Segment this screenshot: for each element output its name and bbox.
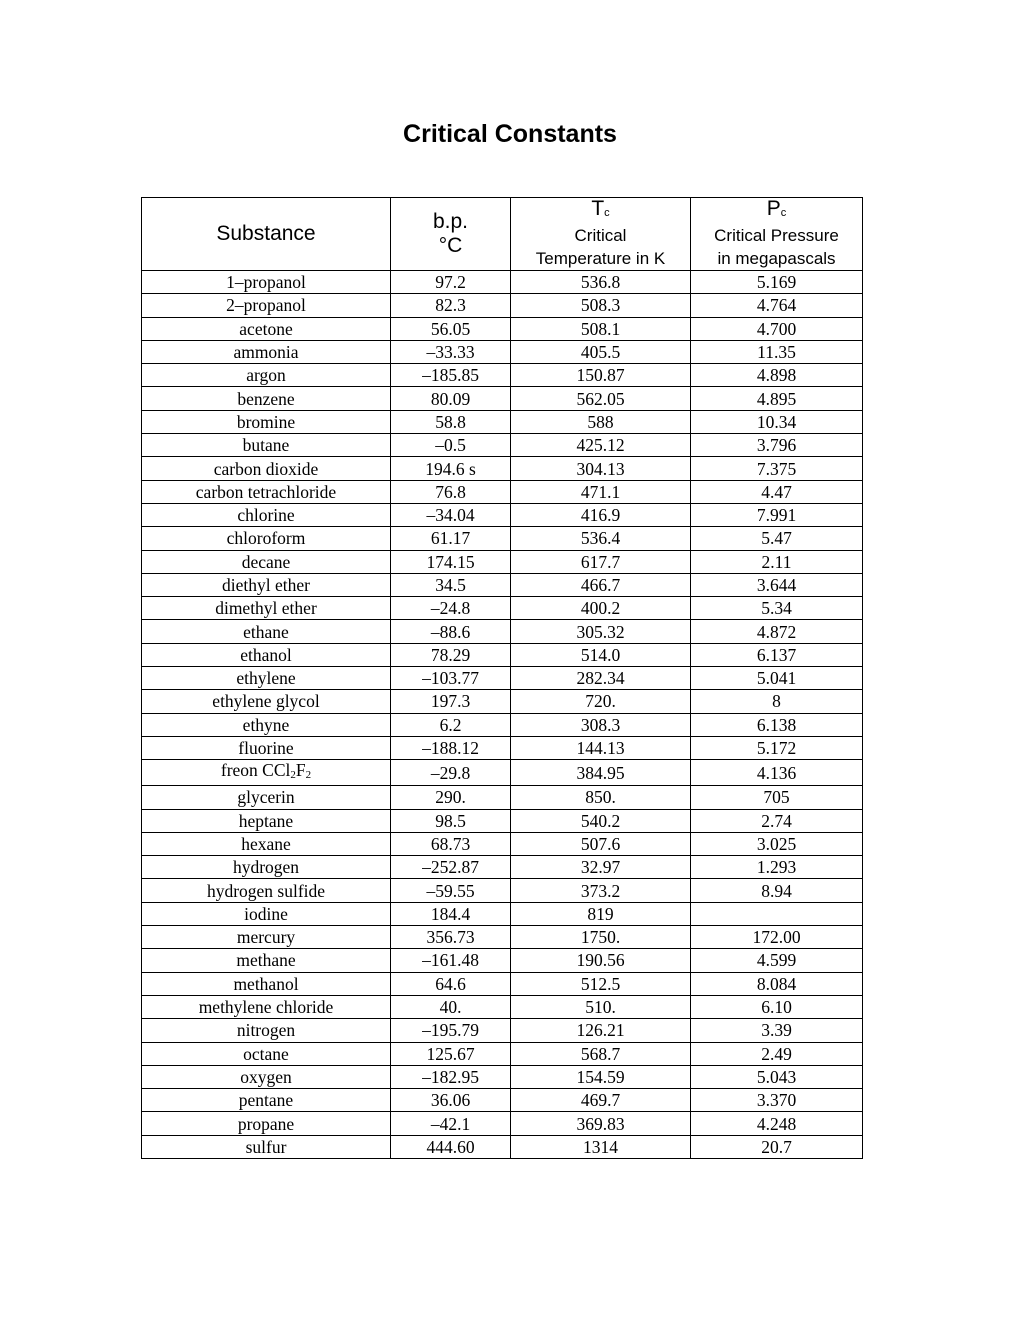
- critical-temperature-cell: 536.4: [511, 527, 691, 550]
- critical-pressure-cell: 705: [691, 786, 863, 809]
- critical-temperature-cell: 588: [511, 410, 691, 433]
- boiling-point-cell: –42.1: [391, 1112, 511, 1135]
- critical-temperature-cell: 850.: [511, 786, 691, 809]
- critical-temperature-cell: 305.32: [511, 620, 691, 643]
- table-row: [142, 809, 863, 832]
- substance-cell: acetone: [142, 317, 391, 340]
- substance-cell: mercury: [142, 926, 391, 949]
- table-row: [142, 879, 863, 902]
- table-row: [142, 620, 863, 643]
- table-row: [142, 1112, 863, 1135]
- boiling-point-cell: 356.73: [391, 926, 511, 949]
- table-row: [142, 667, 863, 690]
- boiling-point-cell: 125.67: [391, 1042, 511, 1065]
- boiling-point-cell: –59.55: [391, 879, 511, 902]
- table-row: [142, 760, 863, 786]
- header-tc-symbol: $T_c$: [591, 197, 610, 220]
- critical-pressure-cell: 172.00: [691, 926, 863, 949]
- boiling-point-cell: 61.17: [391, 527, 511, 550]
- critical-pressure-cell: 7.991: [691, 503, 863, 526]
- header-bp-unit: °C: [438, 234, 463, 257]
- critical-pressure-cell: 8: [691, 690, 863, 713]
- table-row: [142, 294, 863, 317]
- critical-constants-table: [141, 197, 863, 1159]
- critical-temperature-cell: 507.6: [511, 832, 691, 855]
- boiling-point-cell: 197.3: [391, 690, 511, 713]
- substance-cell: heptane: [142, 809, 391, 832]
- substance-cell: ethane: [142, 620, 391, 643]
- substance-cell: nitrogen: [142, 1019, 391, 1042]
- boiling-point-cell: –0.5: [391, 434, 511, 457]
- table-row: [142, 926, 863, 949]
- boiling-point-cell: –29.8: [391, 760, 511, 786]
- page-title: Critical Constants: [403, 120, 617, 148]
- critical-temperature-cell: 150.87: [511, 364, 691, 387]
- substance-cell: propane: [142, 1112, 391, 1135]
- critical-temperature-cell: 282.34: [511, 667, 691, 690]
- boiling-point-cell: 444.60: [391, 1135, 511, 1158]
- substance-cell: ethyne: [142, 713, 391, 736]
- header-substance-label: Substance: [216, 222, 316, 245]
- substance-cell: ethanol: [142, 643, 391, 666]
- critical-temperature-cell: 562.05: [511, 387, 691, 410]
- header-tc-line1: Critical: [574, 226, 627, 245]
- critical-pressure-cell: 10.34: [691, 410, 863, 433]
- boiling-point-cell: 80.09: [391, 387, 511, 410]
- substance-cell: 2–propanol: [142, 294, 391, 317]
- header-pc-line2: in megapascals: [717, 249, 836, 268]
- boiling-point-cell: –34.04: [391, 503, 511, 526]
- boiling-point-cell: 76.8: [391, 480, 511, 503]
- critical-temperature-cell: 469.7: [511, 1089, 691, 1112]
- table-row: [142, 995, 863, 1018]
- substance-cell: hydrogen: [142, 856, 391, 879]
- substance-cell: methanol: [142, 972, 391, 995]
- table-row: [142, 690, 863, 713]
- table-row: [142, 434, 863, 457]
- boiling-point-cell: –103.77: [391, 667, 511, 690]
- critical-pressure-cell: [691, 902, 863, 925]
- boiling-point-cell: 174.15: [391, 550, 511, 573]
- table-row: [142, 597, 863, 620]
- critical-pressure-cell: 4.895: [691, 387, 863, 410]
- critical-temperature-cell: 369.83: [511, 1112, 691, 1135]
- critical-temperature-cell: 425.12: [511, 434, 691, 457]
- critical-temperature-cell: 154.59: [511, 1065, 691, 1088]
- table-row: [142, 527, 863, 550]
- substance-cell: fluorine: [142, 736, 391, 759]
- boiling-point-cell: 64.6: [391, 972, 511, 995]
- critical-temperature-cell: 540.2: [511, 809, 691, 832]
- substance-cell: ethylene glycol: [142, 690, 391, 713]
- critical-temperature-cell: 1750.: [511, 926, 691, 949]
- header-row: [142, 198, 863, 271]
- critical-pressure-cell: 3.39: [691, 1019, 863, 1042]
- header-substance: [142, 198, 391, 271]
- critical-pressure-cell: 1.293: [691, 856, 863, 879]
- boiling-point-cell: 98.5: [391, 809, 511, 832]
- table-row: [142, 902, 863, 925]
- substance-cell: pentane: [142, 1089, 391, 1112]
- critical-pressure-cell: 20.7: [691, 1135, 863, 1158]
- boiling-point-cell: –33.33: [391, 340, 511, 363]
- boiling-point-cell: –252.87: [391, 856, 511, 879]
- table-row: [142, 1135, 863, 1158]
- boiling-point-cell: 97.2: [391, 271, 511, 294]
- substance-cell: methylene chloride: [142, 995, 391, 1018]
- substance-cell: ethylene: [142, 667, 391, 690]
- substance-cell: hydrogen sulfide: [142, 879, 391, 902]
- substance-cell: carbon dioxide: [142, 457, 391, 480]
- critical-pressure-cell: 4.700: [691, 317, 863, 340]
- critical-pressure-cell: 4.47: [691, 480, 863, 503]
- boiling-point-cell: 290.: [391, 786, 511, 809]
- critical-temperature-cell: 384.95: [511, 760, 691, 786]
- critical-temperature-cell: 400.2: [511, 597, 691, 620]
- critical-pressure-cell: 2.74: [691, 809, 863, 832]
- critical-pressure-cell: 5.34: [691, 597, 863, 620]
- table-row: [142, 786, 863, 809]
- table-header: [142, 198, 863, 271]
- substance-cell: iodine: [142, 902, 391, 925]
- table-row: [142, 503, 863, 526]
- table-row: [142, 949, 863, 972]
- table-row: [142, 340, 863, 363]
- header-pc-symbol: $P_c$: [766, 197, 787, 220]
- critical-pressure-cell: 3.796: [691, 434, 863, 457]
- boiling-point-cell: –161.48: [391, 949, 511, 972]
- substance-cell: benzene: [142, 387, 391, 410]
- header-tc-line2: Temperature in K: [535, 249, 666, 268]
- critical-temperature-cell: 508.1: [511, 317, 691, 340]
- substance-cell: glycerin: [142, 786, 391, 809]
- substance-cell: hexane: [142, 832, 391, 855]
- table-body: [142, 271, 863, 1159]
- table-row: [142, 387, 863, 410]
- critical-temperature-cell: 471.1: [511, 480, 691, 503]
- critical-temperature-cell: 304.13: [511, 457, 691, 480]
- critical-pressure-cell: 3.644: [691, 573, 863, 596]
- substance-cell: octane: [142, 1042, 391, 1065]
- boiling-point-cell: 58.8: [391, 410, 511, 433]
- critical-pressure-cell: 4.898: [691, 364, 863, 387]
- critical-pressure-cell: 2.49: [691, 1042, 863, 1065]
- critical-temperature-cell: 405.5: [511, 340, 691, 363]
- critical-temperature-cell: 510.: [511, 995, 691, 1018]
- header-critical-pressure: [691, 198, 863, 271]
- substance-cell: sulfur: [142, 1135, 391, 1158]
- critical-pressure-cell: 11.35: [691, 340, 863, 363]
- table-row: [142, 573, 863, 596]
- table-row: [142, 410, 863, 433]
- table-row: [142, 457, 863, 480]
- header-boiling-point: [391, 198, 511, 271]
- table-row: [142, 1089, 863, 1112]
- critical-temperature-cell: 190.56: [511, 949, 691, 972]
- critical-temperature-cell: 308.3: [511, 713, 691, 736]
- critical-pressure-cell: 5.043: [691, 1065, 863, 1088]
- substance-cell: oxygen: [142, 1065, 391, 1088]
- boiling-point-cell: 194.6 s: [391, 457, 511, 480]
- table-row: [142, 1065, 863, 1088]
- table-row: [142, 643, 863, 666]
- critical-pressure-cell: 5.172: [691, 736, 863, 759]
- critical-pressure-cell: 4.599: [691, 949, 863, 972]
- substance-cell: bromine: [142, 410, 391, 433]
- boiling-point-cell: 82.3: [391, 294, 511, 317]
- critical-temperature-cell: 416.9: [511, 503, 691, 526]
- table-row: [142, 856, 863, 879]
- boiling-point-cell: –185.85: [391, 364, 511, 387]
- table-row: [142, 317, 863, 340]
- boiling-point-cell: –24.8: [391, 597, 511, 620]
- critical-pressure-cell: 6.138: [691, 713, 863, 736]
- table-row: [142, 832, 863, 855]
- critical-pressure-cell: 4.872: [691, 620, 863, 643]
- critical-pressure-cell: 3.370: [691, 1089, 863, 1112]
- table-row: [142, 480, 863, 503]
- critical-pressure-cell: 8.94: [691, 879, 863, 902]
- boiling-point-cell: 36.06: [391, 1089, 511, 1112]
- boiling-point-cell: 6.2: [391, 713, 511, 736]
- header-bp-label: b.p.: [432, 210, 469, 233]
- table-row: [142, 713, 863, 736]
- critical-temperature-cell: 512.5: [511, 972, 691, 995]
- boiling-point-cell: 68.73: [391, 832, 511, 855]
- substance-cell: freon $CCl_2F_2$: [142, 760, 391, 786]
- boiling-point-cell: 78.29: [391, 643, 511, 666]
- boiling-point-cell: –188.12: [391, 736, 511, 759]
- substance-cell: dimethyl ether: [142, 597, 391, 620]
- substance-cell: butane: [142, 434, 391, 457]
- critical-temperature-cell: 514.0: [511, 643, 691, 666]
- critical-temperature-cell: 32.97: [511, 856, 691, 879]
- boiling-point-cell: –88.6: [391, 620, 511, 643]
- table-row: [142, 1019, 863, 1042]
- critical-temperature-cell: 144.13: [511, 736, 691, 759]
- boiling-point-cell: 34.5: [391, 573, 511, 596]
- critical-pressure-cell: 3.025: [691, 832, 863, 855]
- critical-pressure-cell: 6.10: [691, 995, 863, 1018]
- table-row: [142, 550, 863, 573]
- critical-temperature-cell: 466.7: [511, 573, 691, 596]
- table-row: [142, 271, 863, 294]
- critical-pressure-cell: 4.136: [691, 760, 863, 786]
- critical-pressure-cell: 5.041: [691, 667, 863, 690]
- critical-temperature-cell: 720.: [511, 690, 691, 713]
- critical-pressure-cell: 5.47: [691, 527, 863, 550]
- critical-pressure-cell: 6.137: [691, 643, 863, 666]
- substance-cell: methane: [142, 949, 391, 972]
- header-critical-temperature: [511, 198, 691, 271]
- critical-pressure-cell: 5.169: [691, 271, 863, 294]
- boiling-point-cell: 184.4: [391, 902, 511, 925]
- critical-temperature-cell: 1314: [511, 1135, 691, 1158]
- boiling-point-cell: –195.79: [391, 1019, 511, 1042]
- boiling-point-cell: 56.05: [391, 317, 511, 340]
- table-row: [142, 364, 863, 387]
- boiling-point-cell: 40.: [391, 995, 511, 1018]
- critical-temperature-cell: 373.2: [511, 879, 691, 902]
- boiling-point-cell: –182.95: [391, 1065, 511, 1088]
- substance-cell: decane: [142, 550, 391, 573]
- substance-cell: chlorine: [142, 503, 391, 526]
- table-row: [142, 972, 863, 995]
- critical-temperature-cell: 568.7: [511, 1042, 691, 1065]
- critical-pressure-cell: 7.375: [691, 457, 863, 480]
- critical-temperature-cell: 536.8: [511, 271, 691, 294]
- substance-cell: chloroform: [142, 527, 391, 550]
- substance-cell: ammonia: [142, 340, 391, 363]
- header-pc-line1: Critical Pressure: [714, 226, 839, 245]
- critical-pressure-cell: 4.248: [691, 1112, 863, 1135]
- critical-pressure-cell: 8.084: [691, 972, 863, 995]
- table-row: [142, 1042, 863, 1065]
- substance-cell: diethyl ether: [142, 573, 391, 596]
- substance-cell: 1–propanol: [142, 271, 391, 294]
- critical-pressure-cell: 4.764: [691, 294, 863, 317]
- critical-pressure-cell: 2.11: [691, 550, 863, 573]
- critical-temperature-cell: 617.7: [511, 550, 691, 573]
- critical-temperature-cell: 126.21: [511, 1019, 691, 1042]
- critical-temperature-cell: 508.3: [511, 294, 691, 317]
- critical-temperature-cell: 819: [511, 902, 691, 925]
- substance-cell: carbon tetrachloride: [142, 480, 391, 503]
- table-row: [142, 736, 863, 759]
- substance-cell: argon: [142, 364, 391, 387]
